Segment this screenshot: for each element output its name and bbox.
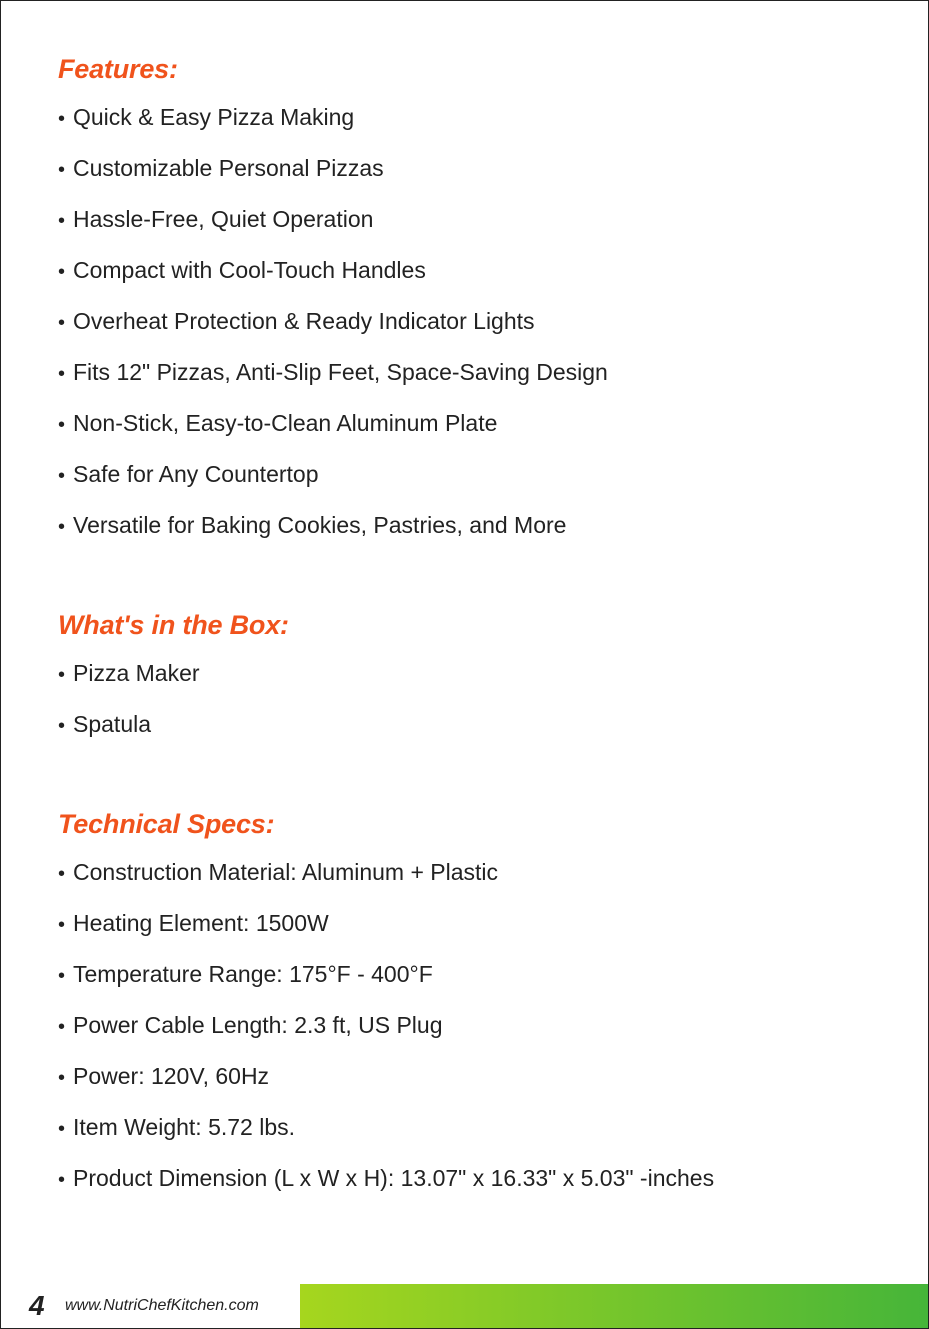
list-item [58, 143, 878, 194]
list-item [58, 898, 878, 949]
list-item-text: Construction Material: Aluminum + Plastic [73, 859, 499, 885]
list-item [58, 500, 878, 551]
list-item [58, 398, 878, 449]
list-item [58, 1153, 878, 1204]
list-item-text: Fits 12" Pizzas, Anti-Slip Feet, Space-Saving Design [73, 359, 608, 385]
list-item-text: Overheat Protection & Ready Indicator Lights [73, 308, 535, 334]
list-item-text: Power: 120V, 60Hz [73, 1063, 270, 1089]
bullet-icon: • [58, 965, 66, 987]
box-contents-section [58, 602, 878, 750]
list-item-text: Versatile for Baking Cookies, Pastries, and More [73, 512, 567, 538]
bullet-icon: • [58, 210, 66, 232]
bullet-icon: • [58, 465, 66, 487]
technical-specs-section [58, 801, 878, 1204]
page-footer [1, 1284, 928, 1328]
box-contents-heading: What's in the Box: [58, 610, 289, 640]
bullet-icon: • [58, 108, 66, 130]
bullet-icon: • [58, 516, 66, 538]
technical-specs-list [58, 847, 878, 1204]
list-item [58, 449, 878, 500]
page-number: 4 [29, 1290, 45, 1321]
bullet-icon: • [58, 914, 66, 936]
list-item-text: Power Cable Length: 2.3 ft, US Plug [73, 1012, 443, 1038]
bullet-icon: • [58, 414, 66, 436]
box-contents-list [58, 648, 878, 750]
bullet-icon: • [58, 715, 66, 737]
list-item [58, 347, 878, 398]
list-item [58, 245, 878, 296]
bullet-icon: • [58, 1067, 66, 1089]
list-item-text: Hassle-Free, Quiet Operation [73, 206, 374, 232]
list-item [58, 949, 878, 1000]
bullet-icon: • [58, 261, 66, 283]
list-item-text: Pizza Maker [73, 660, 200, 686]
list-item [58, 296, 878, 347]
list-item [58, 194, 878, 245]
list-item [58, 699, 878, 750]
bullet-icon: • [58, 1169, 66, 1191]
features-heading: Features: [58, 54, 178, 84]
list-item-text: Spatula [73, 711, 152, 737]
list-item-text: Compact with Cool-Touch Handles [73, 257, 426, 283]
features-list [58, 92, 878, 551]
bullet-icon: • [58, 1118, 66, 1140]
list-item-text: Quick & Easy Pizza Making [73, 104, 355, 130]
list-item-text: Temperature Range: 175°F - 400°F [73, 961, 433, 987]
bullet-icon: • [58, 363, 66, 385]
list-item-text: Safe for Any Countertop [73, 461, 319, 487]
document-content [58, 46, 878, 1204]
technical-specs-heading: Technical Specs: [58, 809, 275, 839]
list-item [58, 92, 878, 143]
bullet-icon: • [58, 312, 66, 334]
bullet-icon: • [58, 1016, 66, 1038]
list-item [58, 648, 878, 699]
bullet-icon: • [58, 159, 66, 181]
list-item-text: Item Weight: 5.72 lbs. [73, 1114, 296, 1140]
list-item-text: Customizable Personal Pizzas [73, 155, 384, 181]
footer-gradient-bar [300, 1284, 928, 1328]
list-item [58, 1102, 878, 1153]
list-item [58, 1000, 878, 1051]
list-item [58, 1051, 878, 1102]
list-item-text: Heating Element: 1500W [73, 910, 329, 936]
features-section [58, 46, 878, 551]
list-item-text: Non-Stick, Easy-to-Clean Aluminum Plate [73, 410, 498, 436]
list-item-text: Product Dimension (L x W x H): 13.07" x 16.33" x 5.03" -inches [73, 1165, 715, 1191]
list-item [58, 847, 878, 898]
website-url: www.NutriChefKitchen.com [65, 1297, 259, 1314]
bullet-icon: • [58, 664, 66, 686]
bullet-icon: • [58, 863, 66, 885]
